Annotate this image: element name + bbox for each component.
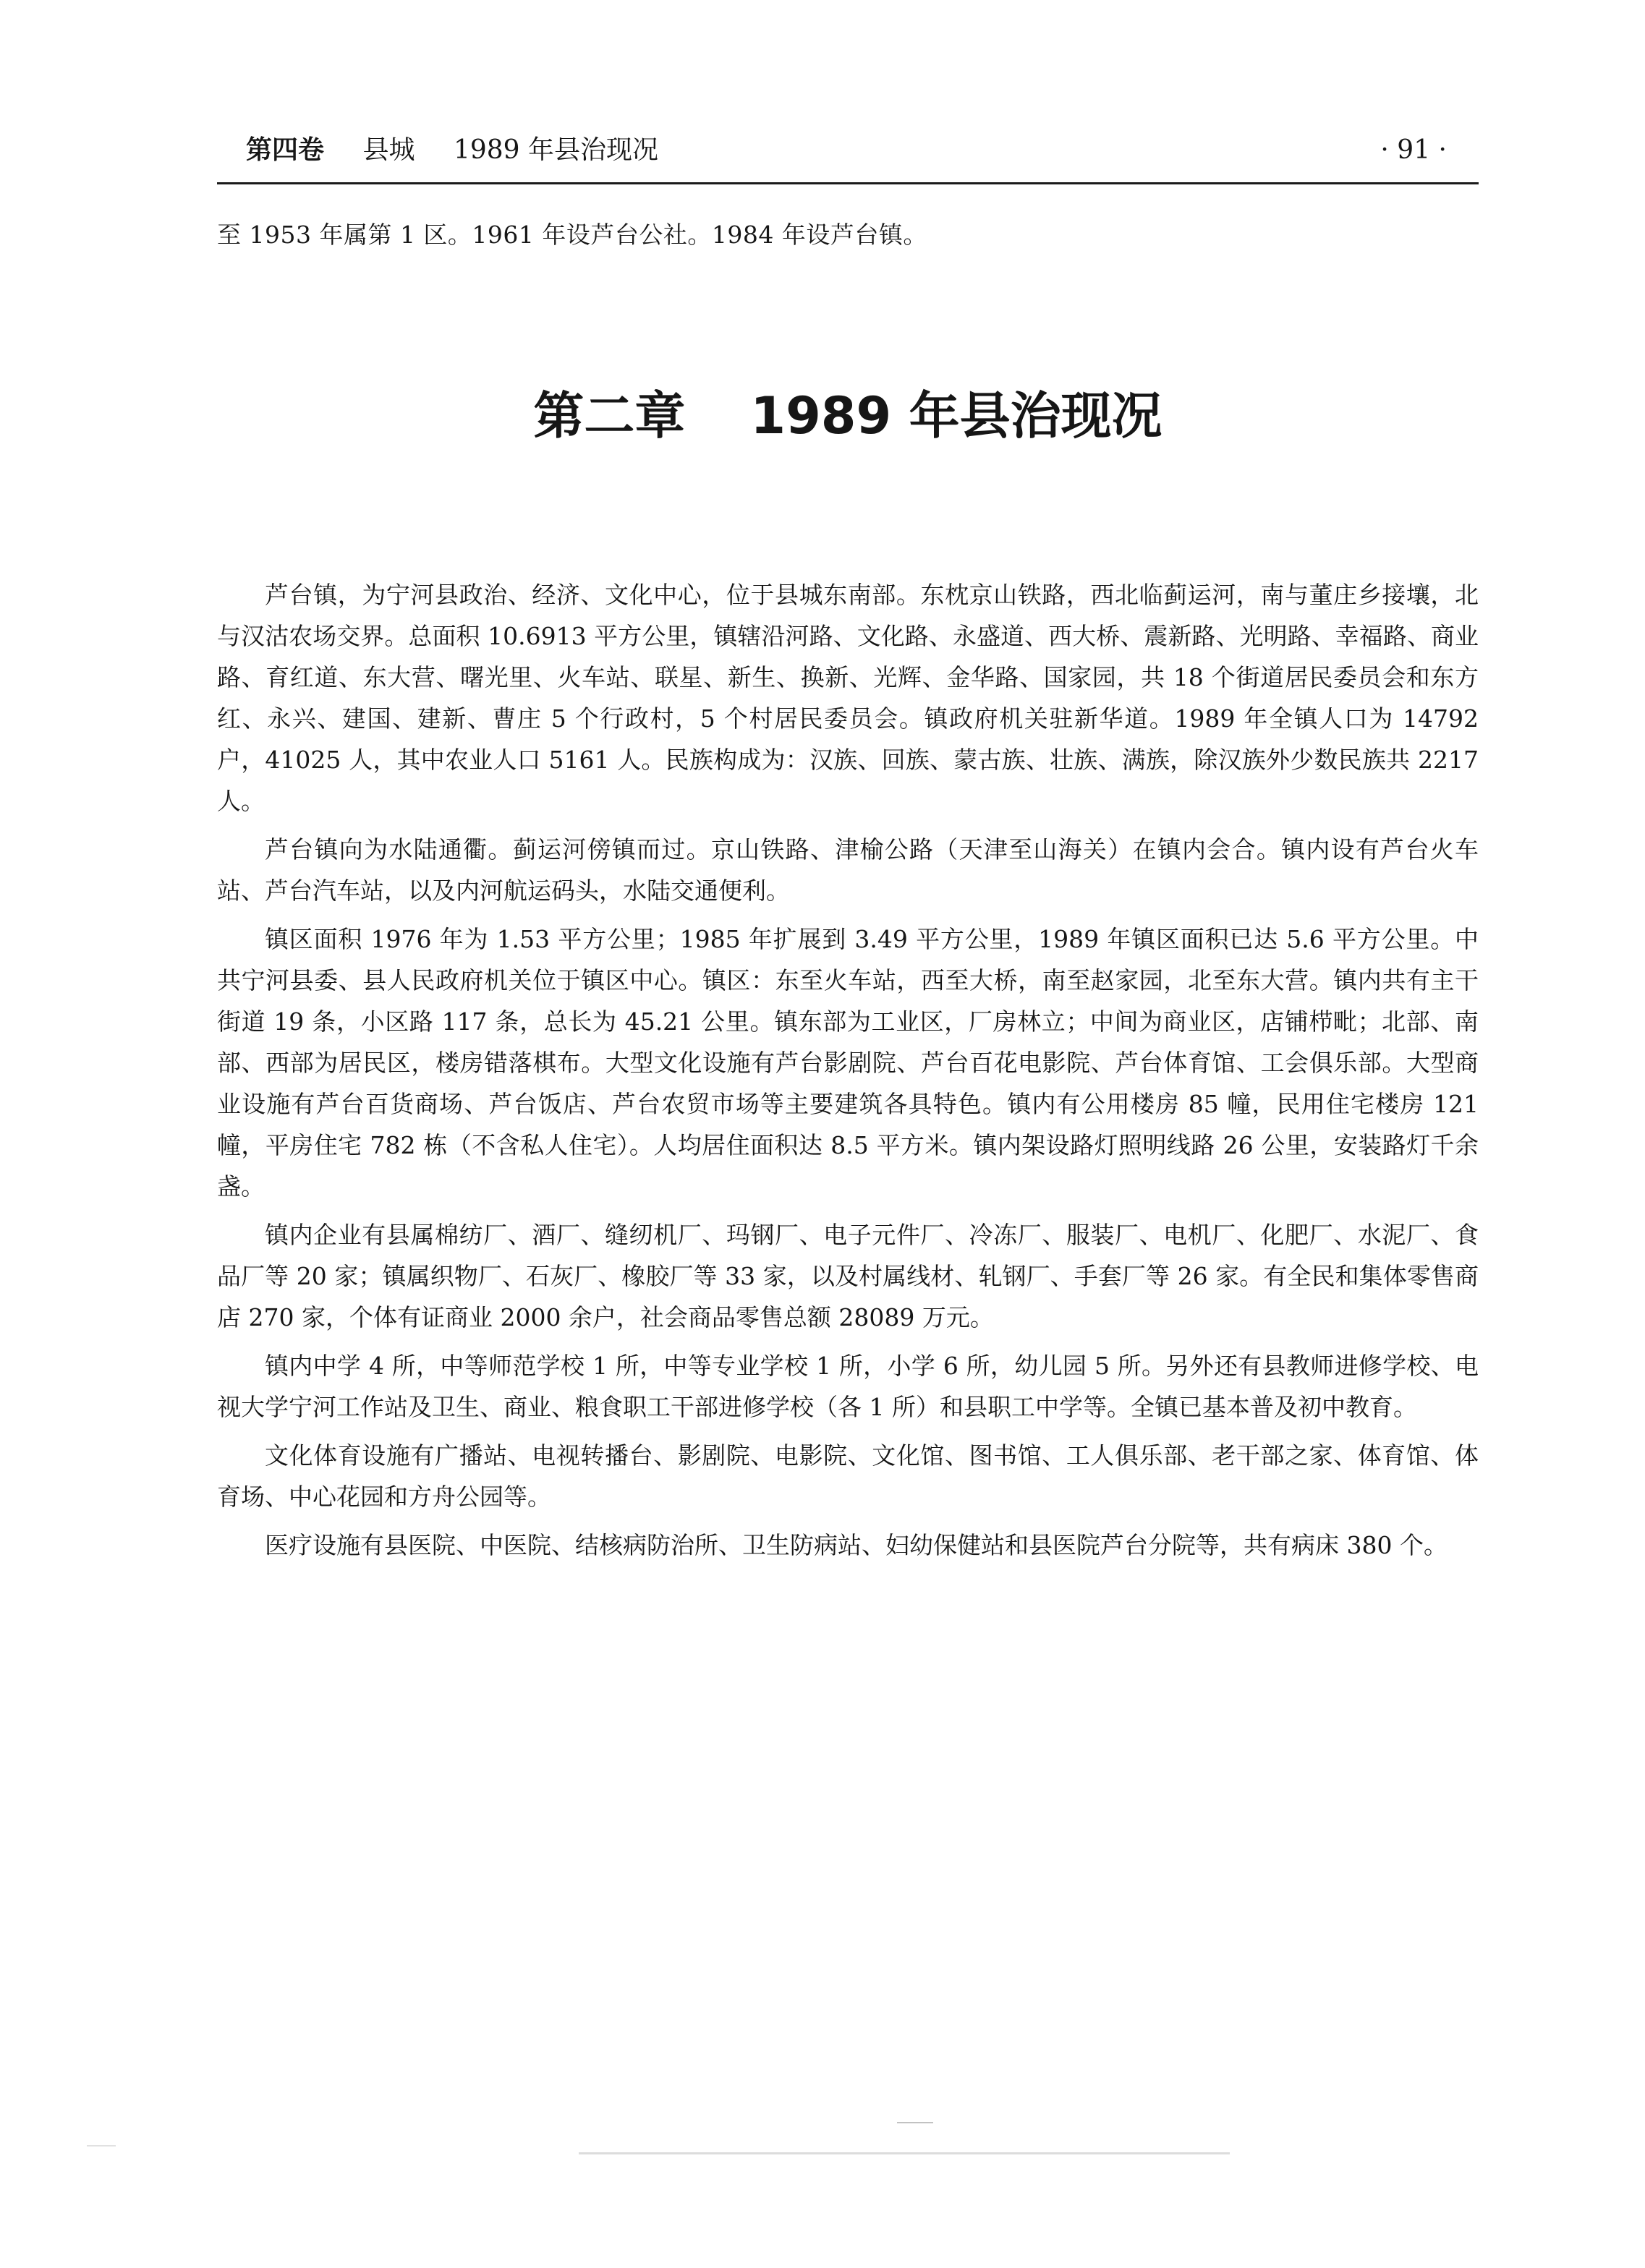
header-volume: 第四卷 (246, 135, 325, 165)
scan-speck (897, 2122, 933, 2123)
header-rule (217, 182, 1479, 184)
paragraph: 文化体育设施有广播站、电视转播台、影剧院、电影院、文化馆、图书馆、工人俱乐部、老干部之家、体育馆、体育场、中心花园和方舟公园等。 (217, 1441, 1479, 1511)
body-text (217, 574, 1479, 1573)
paragraph: 芦台镇向为水陆通衢。蓟运河傍镇而过。京山铁路、津榆公路（天津至山海关）在镇内会合。镇内设有芦台火车站、芦台汽车站，以及内河航运码头，水陆交通便利。 (217, 835, 1479, 905)
scan-speck (579, 2152, 1230, 2154)
page-number: · 91 · (1380, 135, 1447, 165)
chapter-heading (217, 376, 1479, 456)
running-header (246, 129, 1476, 172)
paragraph: 镇内中学 4 所，中等师范学校 1 所，中等专业学校 1 所，小学 6 所，幼儿园 5 所。另外还有县教师进修学校、电视大学宁河工作站及卫生、商业、粮食职工干部进修学校（各 1 所）和县职工中学等。全镇已基本普及初中教育。 (217, 1352, 1479, 1421)
paragraph: 芦台镇，为宁河县政治、经济、文化中心，位于县城东南部。东枕京山铁路，西北临蓟运河，南与董庄乡接壤，北与汉沽农场交界。总面积 10.6913 平方公里，镇辖沿河路、文化路、永盛道、西大桥、震新路、光明路、幸福路、商业路、育红道、东大营、曙光里、火车站、联星、新生、换新、光辉、金华路、国家园，共 18 个街道居民委员会和东方红、永兴、建国、建新、曹庄 5 个行政村，5 个村居民委员会。镇政府机关驻新华道。1989 年全镇人口为 14792 户，41025 人，其中农业人口 5161 人。民族构成为：汉族、回族、蒙古族、壮族、满族，除汉族外少数民族共 2217 人。 (217, 581, 1479, 815)
chapter-title: 1989 年县治现况 (750, 386, 1162, 446)
intro-line: 至 1953 年属第 1 区。1961 年设芦台公社。1984 年设芦台镇。 (217, 221, 927, 249)
chapter-number: 第二章 (533, 386, 686, 446)
paragraph: 镇内企业有县属棉纺厂、酒厂、缝纫机厂、玛钢厂、电子元件厂、冷冻厂、服装厂、电机厂、化肥厂、水泥厂、食品厂等 20 家；镇属织物厂、石灰厂、橡胶厂等 33 家，以及村属线材、轧钢厂、手套厂等 26 家。有全民和集体零售商店 270 家，个体有证商业 2000 余户，社会商品零售总额 28089 万元。 (217, 1221, 1479, 1331)
paragraph: 镇区面积 1976 年为 1.53 平方公里；1985 年扩展到 3.49 平方公里，1989 年镇区面积已达 5.6 平方公里。中共宁河县委、县人民政府机关位于镇区中心。镇区：东至火车站，西至大桥，南至赵家园，北至东大营。镇内共有主干街道 19 条，小区路 117 条，总长为 45.21 公里。镇东部为工业区，厂房林立；中间为商业区，店铺栉毗；北部、南部、西部为居民区，楼房错落棋布。大型文化设施有芦台影剧院、芦台百花电影院、芦台体育馆、工会俱乐部。大型商业设施有芦台百货商场、芦台饭店、芦台农贸市场等主要建筑各具特色。镇内有公用楼房 85 幢，民用住宅楼房 121 幢，平房住宅 782 栋（不含私人住宅）。人均居住面积达 8.5 平方米。镇内架设路灯照明线路 26 公里，安装路灯千余盏。 (217, 925, 1479, 1201)
header-title: 1989 年县治现况 (453, 135, 658, 165)
scan-speck (87, 2145, 116, 2146)
header-section: 县城 (362, 135, 415, 165)
paragraph: 医疗设施有县医院、中医院、结核病防治所、卫生防病站、妇幼保健站和县医院芦台分院等，共有病床 380 个。 (265, 1531, 1448, 1559)
